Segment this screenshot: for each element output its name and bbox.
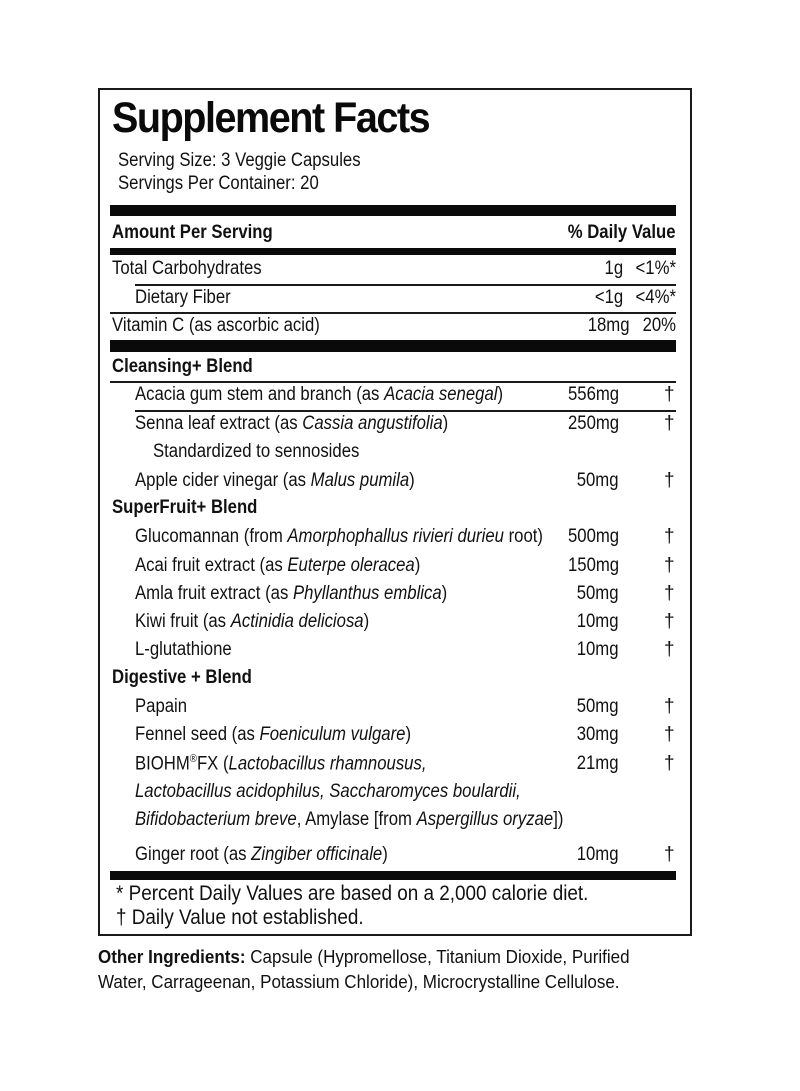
thin-rule: [135, 410, 676, 412]
servings-per-container: Servings Per Container: 20: [118, 173, 319, 194]
ingredient-name: Senna leaf extract (as Cassia angustifolia): [135, 413, 449, 434]
ingredient-amount: 250mg: [567, 413, 619, 434]
dagger: †: [664, 413, 675, 434]
other-ingredients-line2: Water, Carrageenan, Potassium Chloride), Microcrystalline Cellulose.: [98, 971, 620, 992]
ingredient-amount: 10mg: [577, 844, 619, 865]
thick-rule: [110, 205, 676, 216]
nutrient-amount: <1g: [594, 287, 623, 308]
ingredient-amount: 50mg: [577, 470, 619, 491]
dagger: †: [664, 384, 675, 405]
dagger: †: [664, 724, 675, 745]
other-ingredients-label: Other Ingredients:: [98, 946, 246, 967]
thin-rule: [110, 312, 676, 314]
ingredient-continuation: Lactobacillus acidophilus, Saccharomyces boulardii,: [135, 781, 521, 802]
ingredient-amount: 30mg: [577, 724, 619, 745]
serving-size: Serving Size: 3 Veggie Capsules: [118, 150, 361, 171]
ingredient-name: Glucomannan (from Amorphophallus rivieri durieu root): [135, 526, 543, 547]
ingredient-amount: 150mg: [567, 555, 619, 576]
nutrient-name: Vitamin C (as ascorbic acid): [112, 315, 320, 336]
dagger: †: [664, 470, 675, 491]
ingredient-name: L-glutathione: [135, 639, 232, 660]
medium-rule: [110, 248, 676, 255]
blend-title: SuperFruit+ Blend: [112, 497, 258, 518]
ingredient-name: Kiwi fruit (as Actinidia deliciosa): [135, 611, 370, 632]
blend-title: Cleansing+ Blend: [112, 356, 253, 377]
ingredient-name: Ginger root (as Zingiber officinale): [135, 844, 388, 865]
daily-value-header: % Daily Value: [568, 222, 676, 243]
ingredient-name: Amla fruit extract (as Phyllanthus emblica): [135, 583, 448, 604]
ingredient-name: Apple cider vinegar (as Malus pumila): [135, 470, 415, 491]
ingredient-amount: 21mg: [577, 753, 619, 774]
panel-title: Supplement Facts: [112, 94, 430, 142]
dagger: †: [664, 555, 675, 576]
ingredient-continuation: Bifidobacterium breve, Amylase [from Aspergillus oryzae]): [135, 809, 564, 830]
dagger: †: [664, 526, 675, 547]
ingredient-name: Acai fruit extract (as Euterpe oleracea): [135, 555, 421, 576]
nutrient-amount: 1g: [604, 258, 623, 279]
blend-title: Digestive + Blend: [112, 667, 252, 688]
thick-rule: [110, 340, 676, 352]
ingredient-amount: 10mg: [577, 639, 619, 660]
footnote-percent-dv: * Percent Daily Values are based on a 2,000 calorie diet.: [116, 882, 589, 905]
ingredient-amount: 500mg: [567, 526, 619, 547]
dagger: †: [664, 639, 675, 660]
ingredient-name: Acacia gum stem and branch (as Acacia senegal): [135, 384, 504, 405]
ingredient-name: BIOHM®FX (Lactobacillus rhamnousus,: [135, 753, 427, 775]
dagger: †: [664, 696, 675, 717]
nutrient-dv: <1%*: [635, 258, 676, 279]
amount-per-serving-header: Amount Per Serving: [112, 222, 273, 243]
nutrient-name: Dietary Fiber: [135, 287, 231, 308]
dagger: †: [664, 583, 675, 604]
ingredient-amount: 10mg: [577, 611, 619, 632]
thin-rule: [135, 284, 676, 286]
dagger: †: [664, 753, 675, 774]
ingredient-name: Fennel seed (as Foeniculum vulgare): [135, 724, 412, 745]
thick-rule: [110, 871, 676, 880]
ingredient-amount: 50mg: [577, 696, 619, 717]
nutrient-name: Total Carbohydrates: [112, 258, 262, 279]
nutrient-dv: <4%*: [635, 287, 676, 308]
ingredient-amount: 556mg: [567, 384, 619, 405]
ingredient-amount: 50mg: [577, 583, 619, 604]
nutrient-amount: 18mg: [588, 315, 630, 336]
footnote-dagger: † Daily Value not established.: [116, 906, 364, 929]
thin-rule: [110, 381, 676, 383]
ingredient-subnote: Standardized to sennosides: [153, 441, 360, 462]
dagger: †: [664, 844, 675, 865]
other-ingredients-line1: Other Ingredients: Capsule (Hypromellose, Titanium Dioxide, Purified: [98, 946, 630, 967]
ingredient-name: Papain: [135, 696, 188, 717]
dagger: †: [664, 611, 675, 632]
nutrient-dv: 20%: [642, 315, 676, 336]
